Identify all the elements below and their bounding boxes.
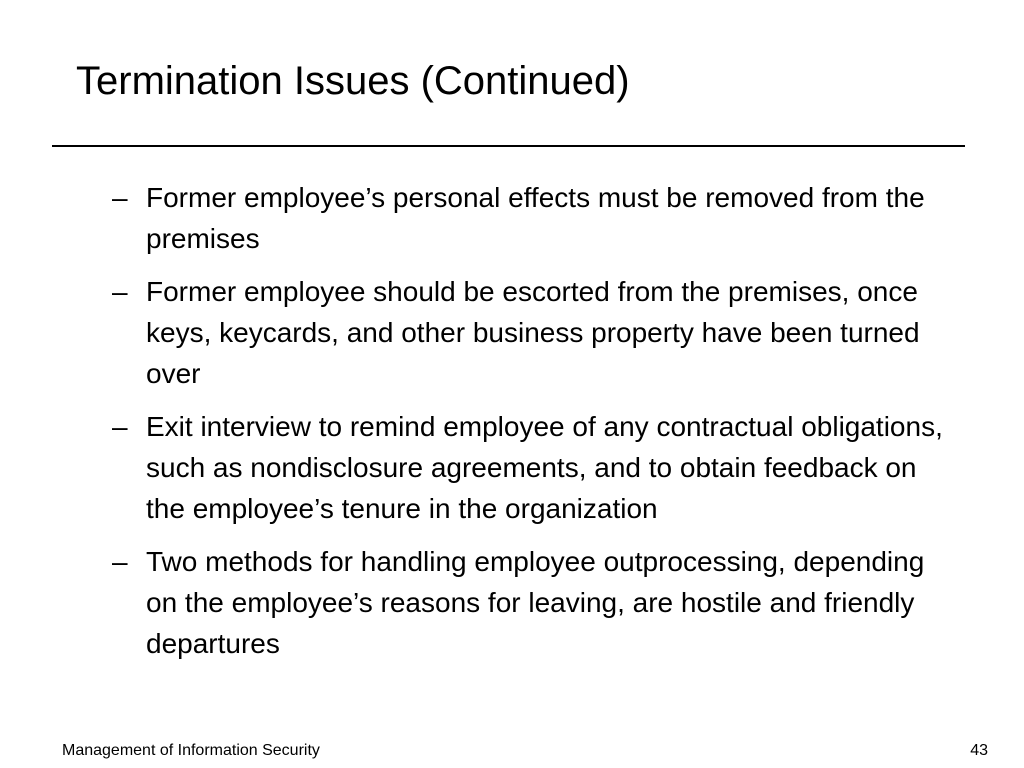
footer-course-title: Management of Information Security xyxy=(62,742,320,759)
bullet-item xyxy=(112,541,962,664)
bullet-dash: – xyxy=(112,546,128,577)
bullet-dash: – xyxy=(112,182,128,213)
bullet-dash: – xyxy=(112,411,128,442)
bullet-item xyxy=(112,177,962,259)
title-divider xyxy=(52,145,965,147)
bullet-text: Former employee’s personal effects must be removed from the premises xyxy=(146,182,925,254)
bullet-text: Former employee should be escorted from the premises, once keys, keycards, and other business property have been turned over xyxy=(146,276,920,389)
slide-title: Termination Issues (Continued) xyxy=(76,59,630,103)
footer-page-number: 43 xyxy=(970,742,988,759)
bullet-dash: – xyxy=(112,276,128,307)
bullet-item xyxy=(112,406,962,529)
bullet-text: Two methods for handling employee outprocessing, depending on the employee’s reasons for leaving, are hostile and friendly departures xyxy=(146,546,925,659)
bullet-text: Exit interview to remind employee of any contractual obligations, such as nondisclosure agreements, and to obtain feedback on the employee’s tenure in the organization xyxy=(146,411,943,524)
bullet-list xyxy=(112,177,962,676)
bullet-item xyxy=(112,271,962,394)
